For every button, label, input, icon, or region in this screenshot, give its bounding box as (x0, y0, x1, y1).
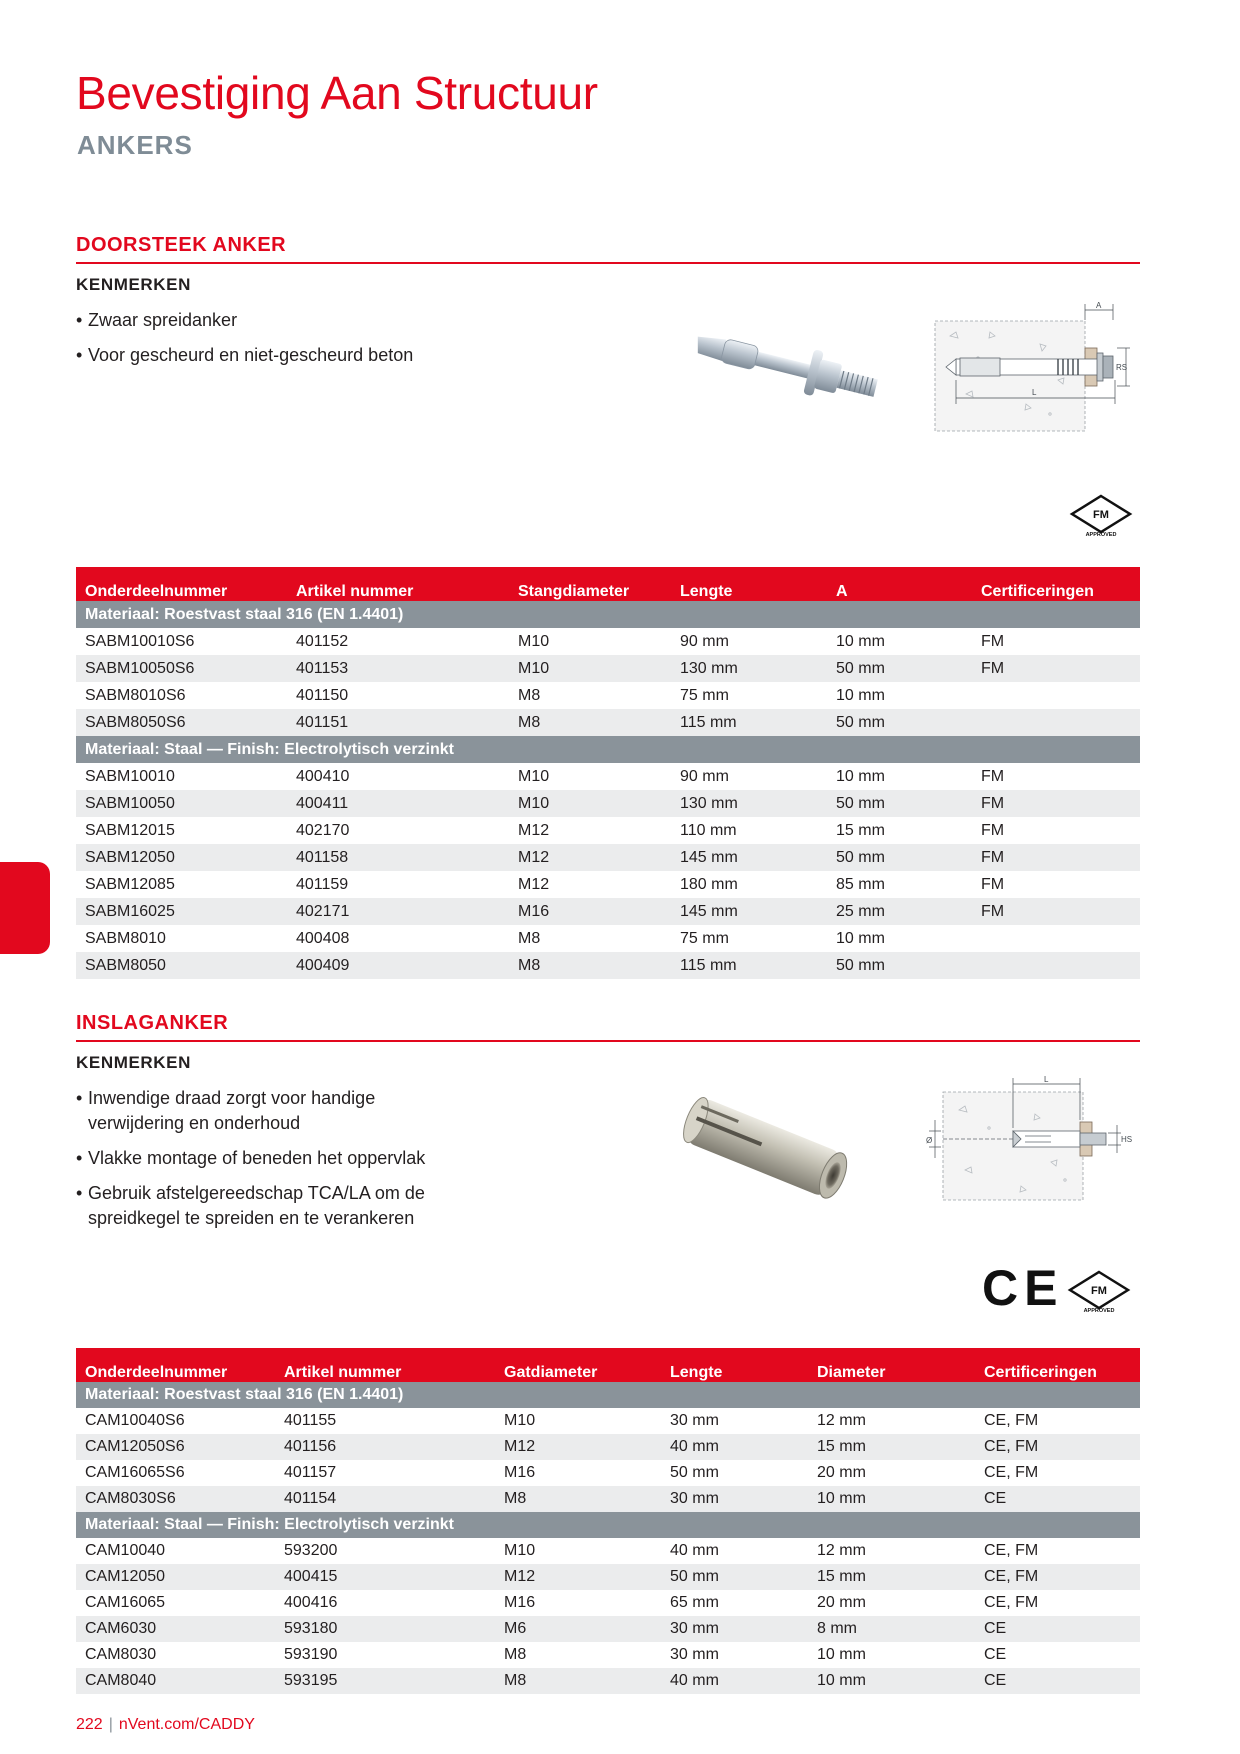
table-row (76, 1408, 1140, 1434)
table-cell: M16 (495, 1590, 661, 1616)
table-cell: 75 mm (671, 682, 827, 709)
drop-in-anchor-image (670, 1090, 870, 1210)
table-cell: SABM16025 (76, 898, 287, 925)
drop-in-anchor-diagram (925, 1070, 1140, 1210)
diagram-label-hs: HS (1121, 1135, 1133, 1144)
table-cell: SABM10010S6 (76, 628, 287, 655)
table-cell: CE (975, 1668, 1140, 1694)
table-cell: 401158 (287, 844, 509, 871)
table-cell: 15 mm (808, 1564, 975, 1590)
table-cell: M10 (509, 763, 671, 790)
table-cell: CAM8030 (76, 1642, 275, 1668)
table-cell: 12 mm (808, 1538, 975, 1564)
table-cell: M10 (495, 1538, 661, 1564)
table-row (76, 952, 1140, 979)
table-row (76, 1642, 1140, 1668)
table-cell: 180 mm (671, 871, 827, 898)
table-cell: FM (972, 817, 1140, 844)
diagram-label-l: L (1032, 388, 1037, 397)
table-cell: M16 (509, 898, 671, 925)
table-cell: 20 mm (808, 1460, 975, 1486)
table-cell: CE, FM (975, 1590, 1140, 1616)
table-cell (972, 682, 1140, 709)
diagram-label-diameter: Ø (926, 1136, 933, 1145)
side-tab-marker (0, 862, 50, 954)
table-row (76, 709, 1140, 736)
table-cell: 85 mm (827, 871, 972, 898)
table-cell: 50 mm (661, 1460, 808, 1486)
table-cell: 401152 (287, 628, 509, 655)
table-cell: FM (972, 898, 1140, 925)
table-cell: M12 (509, 844, 671, 871)
fm-badge-subtext: APPROVED (1085, 532, 1117, 538)
table-row (76, 1616, 1140, 1642)
table-header-cell: Artikel nummer (275, 1348, 495, 1382)
table-cell: CE, FM (975, 1408, 1140, 1434)
table-cell: CE (975, 1486, 1140, 1512)
fm-approved-badge (1066, 1270, 1132, 1314)
table-cell: 401154 (275, 1486, 495, 1512)
table-cell: CAM12050 (76, 1564, 275, 1590)
table-cell: 401150 (287, 682, 509, 709)
table-cell: 30 mm (661, 1642, 808, 1668)
spec-table-doorsteek-anker (76, 567, 1140, 979)
table-cell: 145 mm (671, 898, 827, 925)
table-cell: 402170 (287, 817, 509, 844)
table-header-row (76, 1348, 1140, 1382)
table-cell: SABM12085 (76, 871, 287, 898)
feature-item: • Zwaar spreidanker (76, 308, 496, 333)
table-cell: SABM8010 (76, 925, 287, 952)
table-cell: M8 (495, 1668, 661, 1694)
table-cell: M8 (509, 952, 671, 979)
table-cell: 30 mm (661, 1408, 808, 1434)
table-cell: 400415 (275, 1564, 495, 1590)
table-row (76, 1668, 1140, 1694)
table-cell: FM (972, 871, 1140, 898)
table-cell: 10 mm (827, 763, 972, 790)
table-row (76, 1590, 1140, 1616)
section-heading-text: INSLAGANKER (76, 1012, 229, 1034)
table-cell: CAM12050S6 (76, 1434, 275, 1460)
table-cell: 400411 (287, 790, 509, 817)
table-row (76, 763, 1140, 790)
table-cell: M10 (495, 1408, 661, 1434)
table-cell: M12 (495, 1564, 661, 1590)
page-number: 222 (76, 1716, 103, 1733)
table-row (76, 682, 1140, 709)
table-cell: 75 mm (671, 925, 827, 952)
table-cell (972, 709, 1140, 736)
table-cell: 25 mm (827, 898, 972, 925)
table-cell: CE, FM (975, 1564, 1140, 1590)
wedge-anchor-image (690, 330, 890, 415)
table-cell: 40 mm (661, 1538, 808, 1564)
table-cell: 15 mm (827, 817, 972, 844)
table-header-cell: Stangdiameter (509, 567, 671, 601)
table-cell: 30 mm (661, 1616, 808, 1642)
table-cell: CE, FM (975, 1460, 1140, 1486)
table-cell: FM (972, 655, 1140, 682)
table-cell: SABM10010 (76, 763, 287, 790)
feature-list (76, 1086, 476, 1241)
table-cell: 65 mm (661, 1590, 808, 1616)
table-cell: FM (972, 790, 1140, 817)
table-cell: 50 mm (827, 844, 972, 871)
feature-list (76, 308, 496, 378)
material-group-label: Materiaal: Staal — Finish: Electrolytisch verzinkt (76, 1512, 1140, 1538)
table-cell: 15 mm (808, 1434, 975, 1460)
table-cell: M8 (495, 1642, 661, 1668)
spec-table-inslaganker (76, 1348, 1140, 1694)
table-cell: FM (972, 628, 1140, 655)
table-row (76, 871, 1140, 898)
table-cell: M12 (509, 817, 671, 844)
fm-badge-subtext: APPROVED (1083, 1308, 1115, 1314)
table-cell: CAM6030 (76, 1616, 275, 1642)
table-cell: 115 mm (671, 709, 827, 736)
material-group-row (76, 736, 1140, 763)
table-row (76, 1564, 1140, 1590)
table-cell: CAM10040 (76, 1538, 275, 1564)
features-label: KENMERKEN (76, 275, 191, 294)
table-cell: CE (975, 1642, 1140, 1668)
table-cell: SABM8010S6 (76, 682, 287, 709)
table-cell: 593200 (275, 1538, 495, 1564)
table-cell: SABM12015 (76, 817, 287, 844)
table-cell: 110 mm (671, 817, 827, 844)
table-cell: 401156 (275, 1434, 495, 1460)
table-cell: 593190 (275, 1642, 495, 1668)
page-title: Bevestiging Aan Structuur (76, 67, 598, 119)
diagram-label-a: A (1096, 301, 1102, 310)
table-header-cell: A (827, 567, 972, 601)
table-cell: 10 mm (808, 1668, 975, 1694)
table-cell: 115 mm (671, 952, 827, 979)
table-row (76, 898, 1140, 925)
table-cell: 40 mm (661, 1434, 808, 1460)
page-subtitle: ANKERS (77, 130, 193, 160)
table-row (76, 817, 1140, 844)
table-cell: FM (972, 763, 1140, 790)
table-cell (972, 925, 1140, 952)
material-group-row (76, 1512, 1140, 1538)
table-cell: SABM8050 (76, 952, 287, 979)
features-label: KENMERKEN (76, 1053, 191, 1072)
table-cell: CE, FM (975, 1434, 1140, 1460)
table-cell: 50 mm (661, 1564, 808, 1590)
table-cell: 400408 (287, 925, 509, 952)
table-cell: CE, FM (975, 1538, 1140, 1564)
table-cell: 402171 (287, 898, 509, 925)
table-row (76, 790, 1140, 817)
wedge-anchor-diagram (930, 296, 1130, 456)
table-cell: CAM10040S6 (76, 1408, 275, 1434)
table-cell: 401153 (287, 655, 509, 682)
fm-approved-badge (1068, 494, 1134, 538)
table-cell: 400416 (275, 1590, 495, 1616)
feature-item: • Gebruik afstelgereedschap TCA/LA om de spreidkegel te spreiden en te verankeren (76, 1181, 476, 1231)
material-group-label: Materiaal: Staal — Finish: Electrolytisch verzinkt (76, 736, 1140, 763)
table-header-cell: Lengte (671, 567, 827, 601)
table-cell: 20 mm (808, 1590, 975, 1616)
table-cell: CAM16065 (76, 1590, 275, 1616)
material-group-row (76, 601, 1140, 628)
table-cell: 401155 (275, 1408, 495, 1434)
table-cell: 400409 (287, 952, 509, 979)
table-cell: M8 (509, 682, 671, 709)
table-row (76, 628, 1140, 655)
table-cell: 90 mm (671, 628, 827, 655)
table-cell: M8 (509, 709, 671, 736)
table-row (76, 1486, 1140, 1512)
table-cell (972, 952, 1140, 979)
table-cell: CE (975, 1616, 1140, 1642)
table-cell: CAM8030S6 (76, 1486, 275, 1512)
table-cell: 50 mm (827, 790, 972, 817)
table-header-cell: Diameter (808, 1348, 975, 1382)
table-cell: 130 mm (671, 655, 827, 682)
table-cell: FM (972, 844, 1140, 871)
table-cell: 50 mm (827, 655, 972, 682)
table-cell: 593195 (275, 1668, 495, 1694)
table-cell: 10 mm (827, 628, 972, 655)
table-row (76, 844, 1140, 871)
table-cell: 401151 (287, 709, 509, 736)
table-cell: M10 (509, 628, 671, 655)
material-group-label: Materiaal: Roestvast staal 316 (EN 1.4401) (76, 1382, 1140, 1408)
section-heading-inslaganker (76, 1010, 1140, 1042)
table-cell: 145 mm (671, 844, 827, 871)
table-cell: 50 mm (827, 709, 972, 736)
table-header-cell: Gatdiameter (495, 1348, 661, 1382)
table-cell: SABM12050 (76, 844, 287, 871)
table-body (76, 1382, 1140, 1694)
fm-badge-text: FM (1091, 1285, 1107, 1297)
table-cell: M12 (495, 1434, 661, 1460)
table-cell: 12 mm (808, 1408, 975, 1434)
table-cell: 400410 (287, 763, 509, 790)
table-cell: 10 mm (808, 1486, 975, 1512)
table-cell: 40 mm (661, 1668, 808, 1694)
table-header-row (76, 567, 1140, 601)
table-row (76, 1460, 1140, 1486)
page-footer (76, 1716, 255, 1734)
feature-item: • Voor gescheurd en niet-gescheurd beton (76, 343, 496, 368)
table-row (76, 655, 1140, 682)
table-cell: 130 mm (671, 790, 827, 817)
table-cell: 10 mm (827, 925, 972, 952)
table-header-cell: Onderdeelnummer (76, 1348, 275, 1382)
table-cell: 90 mm (671, 763, 827, 790)
table-header-cell: Artikel nummer (287, 567, 509, 601)
table-cell: CAM16065S6 (76, 1460, 275, 1486)
table-cell: M10 (509, 655, 671, 682)
table-cell: CAM8040 (76, 1668, 275, 1694)
fm-badge-text: FM (1093, 509, 1109, 521)
table-cell: M10 (509, 790, 671, 817)
diagram-label-rs: RS (1116, 363, 1128, 372)
table-row (76, 925, 1140, 952)
footer-url: nVent.com/CADDY (118, 1716, 255, 1733)
table-cell: SABM10050S6 (76, 655, 287, 682)
material-group-label: Materiaal: Roestvast staal 316 (EN 1.4401) (76, 601, 1140, 628)
ce-mark: CE (982, 1260, 1064, 1316)
table-cell: M16 (495, 1460, 661, 1486)
table-cell: SABM10050 (76, 790, 287, 817)
section-heading-doorsteek (76, 232, 1140, 264)
table-row (76, 1538, 1140, 1564)
table-cell: SABM8050S6 (76, 709, 287, 736)
table-header-cell: Certificeringen (975, 1348, 1140, 1382)
table-cell: 50 mm (827, 952, 972, 979)
table-cell: 401159 (287, 871, 509, 898)
table-cell: 30 mm (661, 1486, 808, 1512)
table-header-cell: Onderdeelnummer (76, 567, 287, 601)
table-cell: M8 (509, 925, 671, 952)
table-cell: 10 mm (827, 682, 972, 709)
table-row (76, 1434, 1140, 1460)
table-cell: M6 (495, 1616, 661, 1642)
table-cell: M12 (509, 871, 671, 898)
feature-item: • Vlakke montage of beneden het oppervlak (76, 1146, 476, 1171)
section-heading-text: DOORSTEEK ANKER (76, 234, 287, 256)
diagram-label-l: L (1044, 1075, 1049, 1084)
table-cell: 8 mm (808, 1616, 975, 1642)
table-cell: M8 (495, 1486, 661, 1512)
table-header-cell: Certificeringen (972, 567, 1140, 601)
footer-separator: | (108, 1716, 113, 1733)
table-header-cell: Lengte (661, 1348, 808, 1382)
table-cell: 401157 (275, 1460, 495, 1486)
feature-item: • Inwendige draad zorgt voor handige verwijdering en onderhoud (76, 1086, 476, 1136)
material-group-row (76, 1382, 1140, 1408)
table-cell: 593180 (275, 1616, 495, 1642)
table-cell: 10 mm (808, 1642, 975, 1668)
table-body (76, 601, 1140, 979)
